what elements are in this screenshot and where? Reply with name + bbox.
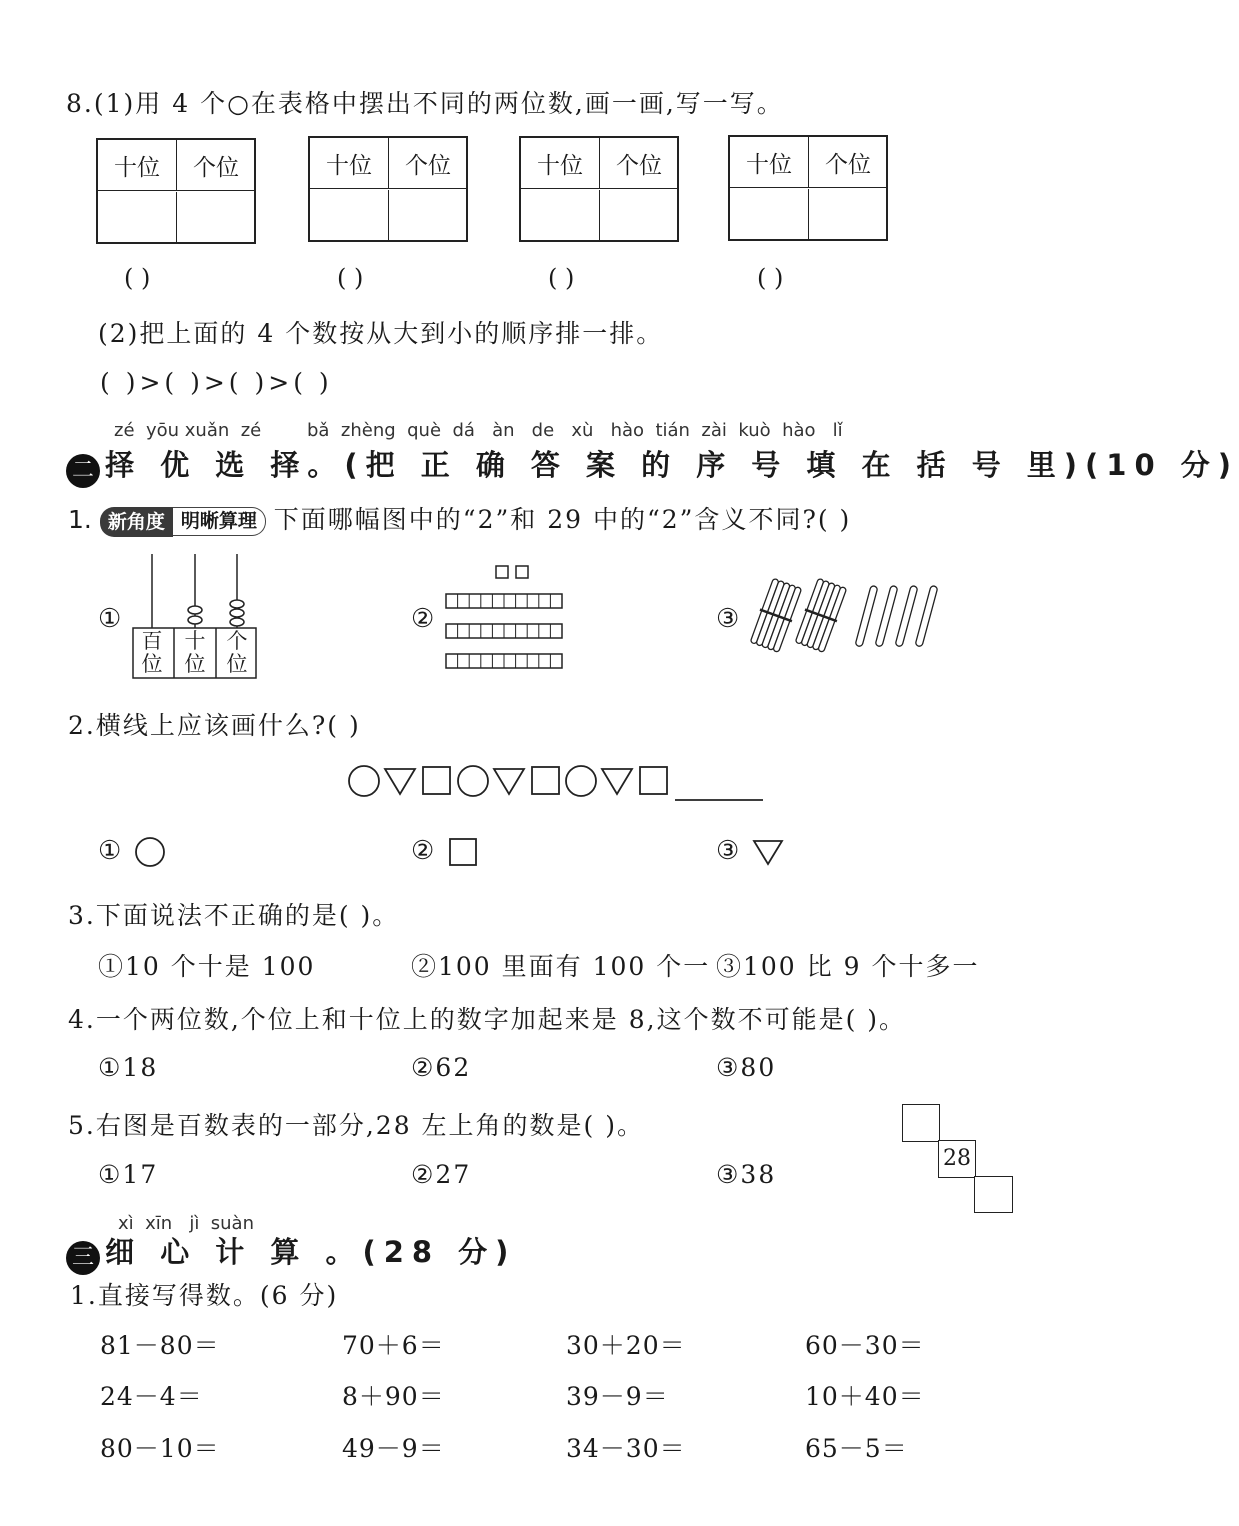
q8-part1-text: 8.(1)用 4 个○在表格中摆出不同的两位数,画一画,写一写。 — [66, 89, 784, 118]
s2q3-text: 3.下面说法不正确的是( )。 — [68, 901, 400, 930]
s2q5-option1[interactable]: ①17 — [98, 1160, 159, 1189]
section2-header — [66, 443, 1239, 488]
ones-header: 个位 — [389, 138, 467, 189]
stick-bundles-image — [745, 575, 945, 655]
calc-item[interactable]: 8＋90＝ — [342, 1382, 445, 1411]
ones-cell[interactable] — [809, 189, 887, 239]
section3-title: 细 心 计 算 。(28 分) — [105, 1235, 517, 1269]
s2q1-line — [68, 500, 851, 537]
tens-cell[interactable] — [310, 190, 389, 240]
tens-cell[interactable] — [98, 192, 177, 242]
calc-item[interactable]: 60－30＝ — [805, 1331, 925, 1360]
place-value-table-3 — [519, 136, 679, 242]
ones-label: 个位 — [226, 629, 248, 676]
hundred-chart-cell-bottom-right — [974, 1176, 1013, 1213]
calc-item[interactable]: 80－10＝ — [100, 1434, 220, 1463]
calc-item[interactable]: 24－4＝ — [100, 1382, 203, 1411]
s2q1-option1-label[interactable]: ① — [98, 604, 124, 634]
section2-title: 择 优 选 择。(把 正 确 答 案 的 序 号 填 在 括 号 里)(10 分) — [105, 448, 1239, 482]
hundred-chart-cell-top-left — [902, 1104, 940, 1142]
s2q2-option2[interactable] — [411, 836, 479, 868]
tens-cell[interactable] — [521, 190, 600, 240]
calc-item[interactable]: 70＋6＝ — [342, 1331, 445, 1360]
s3q1-text: 1.直接写得数。(6 分) — [70, 1281, 339, 1310]
tens-cell[interactable] — [730, 189, 809, 239]
answer-paren-3[interactable]: ( ) — [548, 264, 575, 292]
section2-pinyin: zé yōu xuǎn zé bǎ zhèng què dá àn de xù hào tián zài kuò hào lǐ — [114, 420, 843, 441]
place-value-table-1 — [96, 138, 256, 244]
tens-header: 十位 — [310, 138, 389, 189]
section3-badge: 三 — [66, 1241, 100, 1275]
tens-label: 十位 — [184, 629, 206, 676]
section3-pinyin: xì xīn jì suàn — [118, 1213, 254, 1234]
calc-item[interactable]: 65－5＝ — [805, 1434, 908, 1463]
new-angle-tag: 新角度 — [100, 507, 173, 537]
shape-pattern-sequence — [345, 762, 770, 804]
s2q4-text: 4.一个两位数,个位上和十位上的数字加起来是 8,这个数不可能是( )。 — [68, 1005, 907, 1034]
answer-paren-4[interactable]: ( ) — [757, 264, 784, 292]
triangle-down-icon — [752, 836, 784, 868]
tens-header: 十位 — [98, 140, 177, 191]
section3-header — [66, 1230, 516, 1275]
q8-part2-text: (2)把上面的 4 个数按从大到小的顺序排一排。 — [98, 319, 664, 348]
s2q2-option1[interactable] — [98, 836, 166, 868]
s2q4-option3[interactable]: ③80 — [716, 1053, 777, 1082]
ones-cell[interactable] — [600, 190, 678, 240]
s2q4-option1[interactable]: ①18 — [98, 1053, 159, 1082]
calc-item[interactable]: 30＋20＝ — [566, 1331, 686, 1360]
question-number: 1. — [68, 505, 92, 534]
s2q2-text: 2.横线上应该画什么?( ) — [68, 711, 361, 740]
s2q4-option2[interactable]: ②62 — [411, 1053, 472, 1082]
s2q2-option2-label: ② — [411, 836, 437, 866]
answer-paren-2[interactable]: ( ) — [337, 264, 364, 292]
base-ten-blocks-image — [440, 560, 570, 675]
hundreds-label: 百位 — [141, 629, 163, 676]
calc-item[interactable]: 34－30＝ — [566, 1434, 686, 1463]
ones-cell[interactable] — [389, 190, 467, 240]
clarify-tag: 明晰算理 — [173, 507, 266, 536]
calc-item[interactable]: 39－9＝ — [566, 1382, 669, 1411]
s2q5-option3[interactable]: ③38 — [716, 1160, 777, 1189]
s2q2-option3-label: ③ — [716, 836, 742, 866]
s2q3-option2[interactable]: ②100 里面有 100 个一 — [411, 952, 711, 981]
s2q1-option2-label[interactable]: ② — [411, 604, 437, 634]
hundred-chart-cell-28: 28 — [938, 1140, 976, 1178]
place-value-table-4 — [728, 135, 888, 241]
tens-header: 十位 — [730, 137, 809, 188]
answer-paren-1[interactable]: ( ) — [124, 264, 151, 292]
s2q1-text: 下面哪幅图中的“2”和 29 中的“2”含义不同?( ) — [273, 505, 852, 534]
s2q3-option3[interactable]: ③100 比 9 个十多一 — [716, 952, 980, 981]
ones-cell[interactable] — [177, 192, 255, 242]
section2-badge: 二 — [66, 454, 100, 488]
s2q2-option1-label: ① — [98, 836, 124, 866]
calc-item[interactable]: 10＋40＝ — [805, 1382, 925, 1411]
tens-header: 十位 — [521, 138, 600, 189]
circle-icon — [134, 836, 166, 868]
ones-header: 个位 — [600, 138, 678, 189]
calc-item[interactable]: 49－9＝ — [342, 1434, 445, 1463]
s2q2-option3[interactable] — [716, 836, 784, 868]
s2q5-text: 5.右图是百数表的一部分,28 左上角的数是( )。 — [68, 1111, 645, 1140]
square-icon — [447, 836, 479, 868]
order-line[interactable]: ( )>( )>( )>( ) — [100, 368, 333, 397]
ones-header: 个位 — [177, 140, 255, 191]
s2q5-option2[interactable]: ②27 — [411, 1160, 472, 1189]
ones-header: 个位 — [809, 137, 887, 188]
calc-item[interactable]: 81－80＝ — [100, 1331, 220, 1360]
place-value-table-2 — [308, 136, 468, 242]
s2q1-option3-label[interactable]: ③ — [716, 604, 742, 634]
s2q3-option1[interactable]: ①10 个十是 100 — [98, 952, 316, 981]
